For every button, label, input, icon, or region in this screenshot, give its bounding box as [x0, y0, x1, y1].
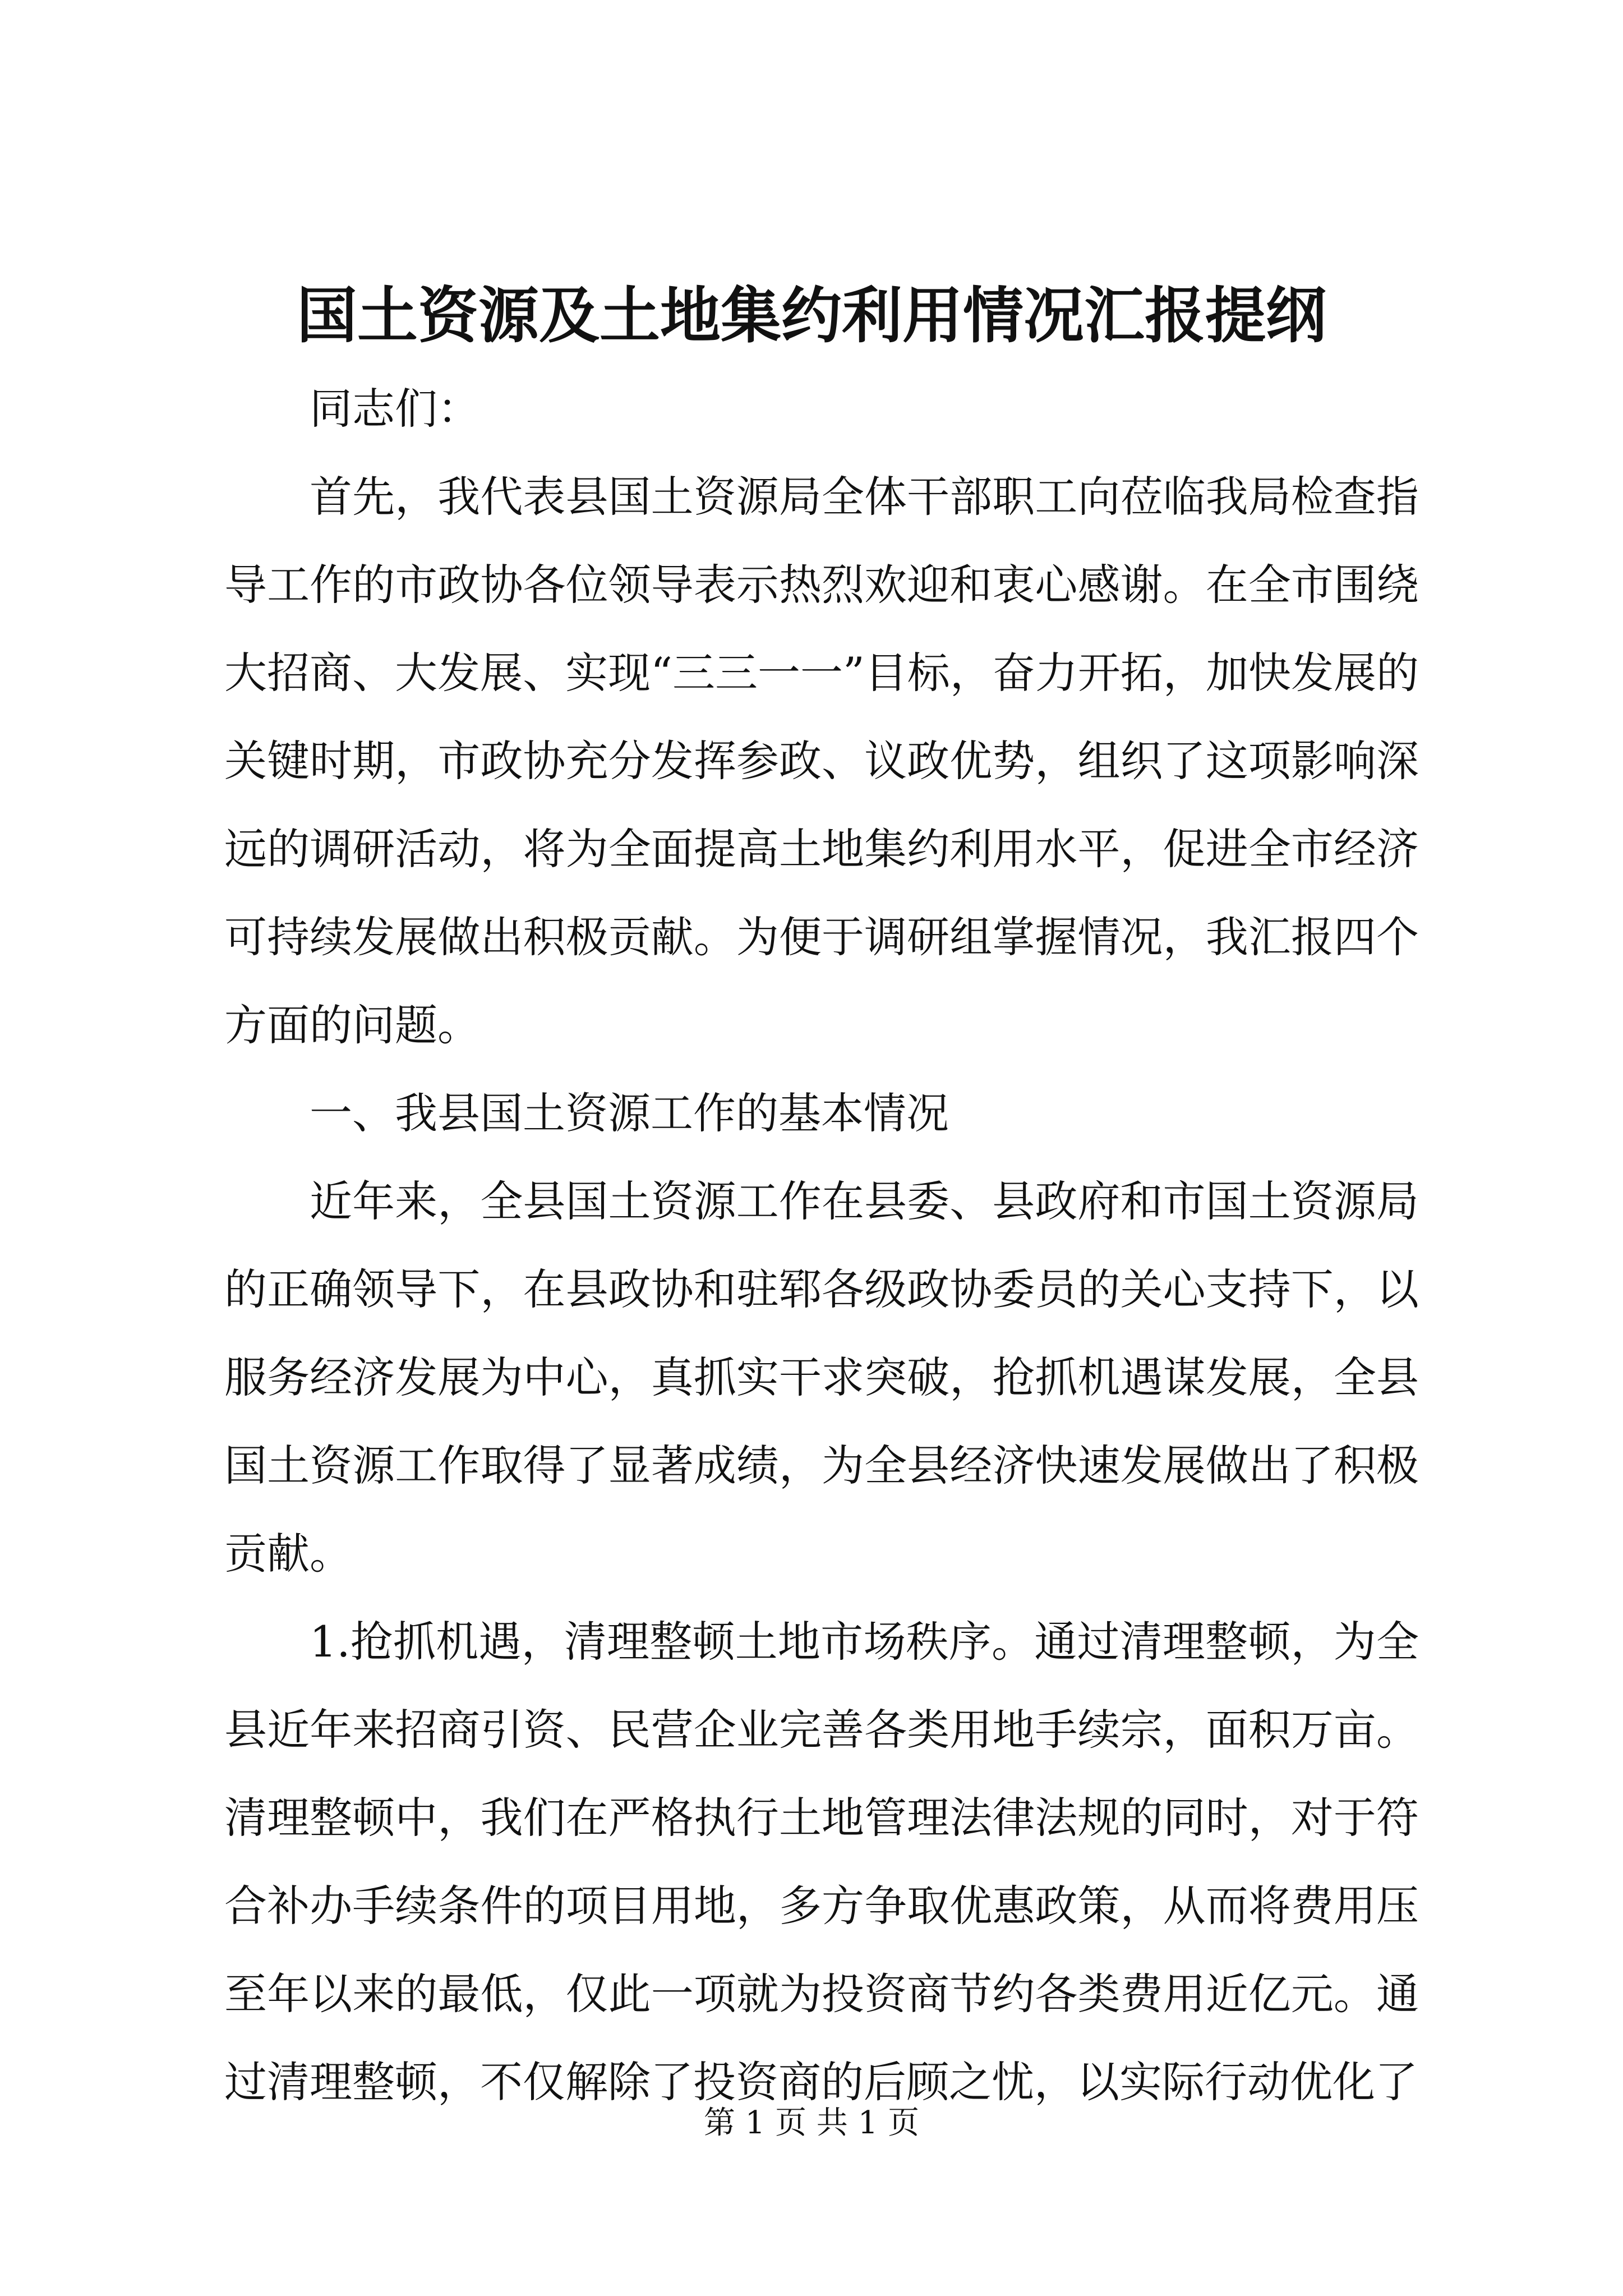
- document-body: [224, 365, 1419, 2126]
- salutation: 同志们：: [310, 384, 480, 434]
- document-title: 国土资源及土地集约利用情况汇报提纲: [296, 280, 1326, 351]
- paragraph-basic-situation: 近年来，全县国土资源工作在县委、县政府和市国土资源局的正确领导下，在县政协和驻郓各级政协委员的关心支持下，以服务经济发展为中心，真抓实干求突破，抢抓机遇谋发展，全县国土资源工作取得了显著成绩，为全县经济快速发展做出了积极贡献。: [224, 1176, 1419, 1579]
- paragraph-intro: 首先，我代表县国土资源局全体干部职工向莅临我局检查指导工作的市政协各位领导表示热烈欢迎和衷心感谢。在全市围绕大招商、大发展、实现“三三一一”目标，奋力开拓，加快发展的关键时期，市政协充分发挥参政、议政优势，组织了这项影响深远的调研活动，将为全面提高土地集约利用水平，促进全市经济可持续发展做出积极贡献。为便于调研组掌握情况，我汇报四个方面的问题。: [224, 472, 1419, 1050]
- paragraph-item-1: 1.抢抓机遇，清理整顿土地市场秩序。通过清理整顿，为全县近年来招商引资、民营企业完善各类用地手续宗，面积万亩。清理整顿中，我们在严格执行土地管理法律法规的同时，对于符合补办手续条件的项目用地，多方争取优惠政策，从而将费用压至年以来的最低，仅此一项就为投资商节约各类费用近亿元。通过清理整顿，不仅解除了投资商的后顾之忧，以实际行动优化了: [224, 1617, 1419, 2107]
- section-heading-1: 一、我县国土资源工作的基本情况: [310, 1088, 949, 1138]
- page-footer: 第 1 页 共 1 页: [703, 2105, 920, 2141]
